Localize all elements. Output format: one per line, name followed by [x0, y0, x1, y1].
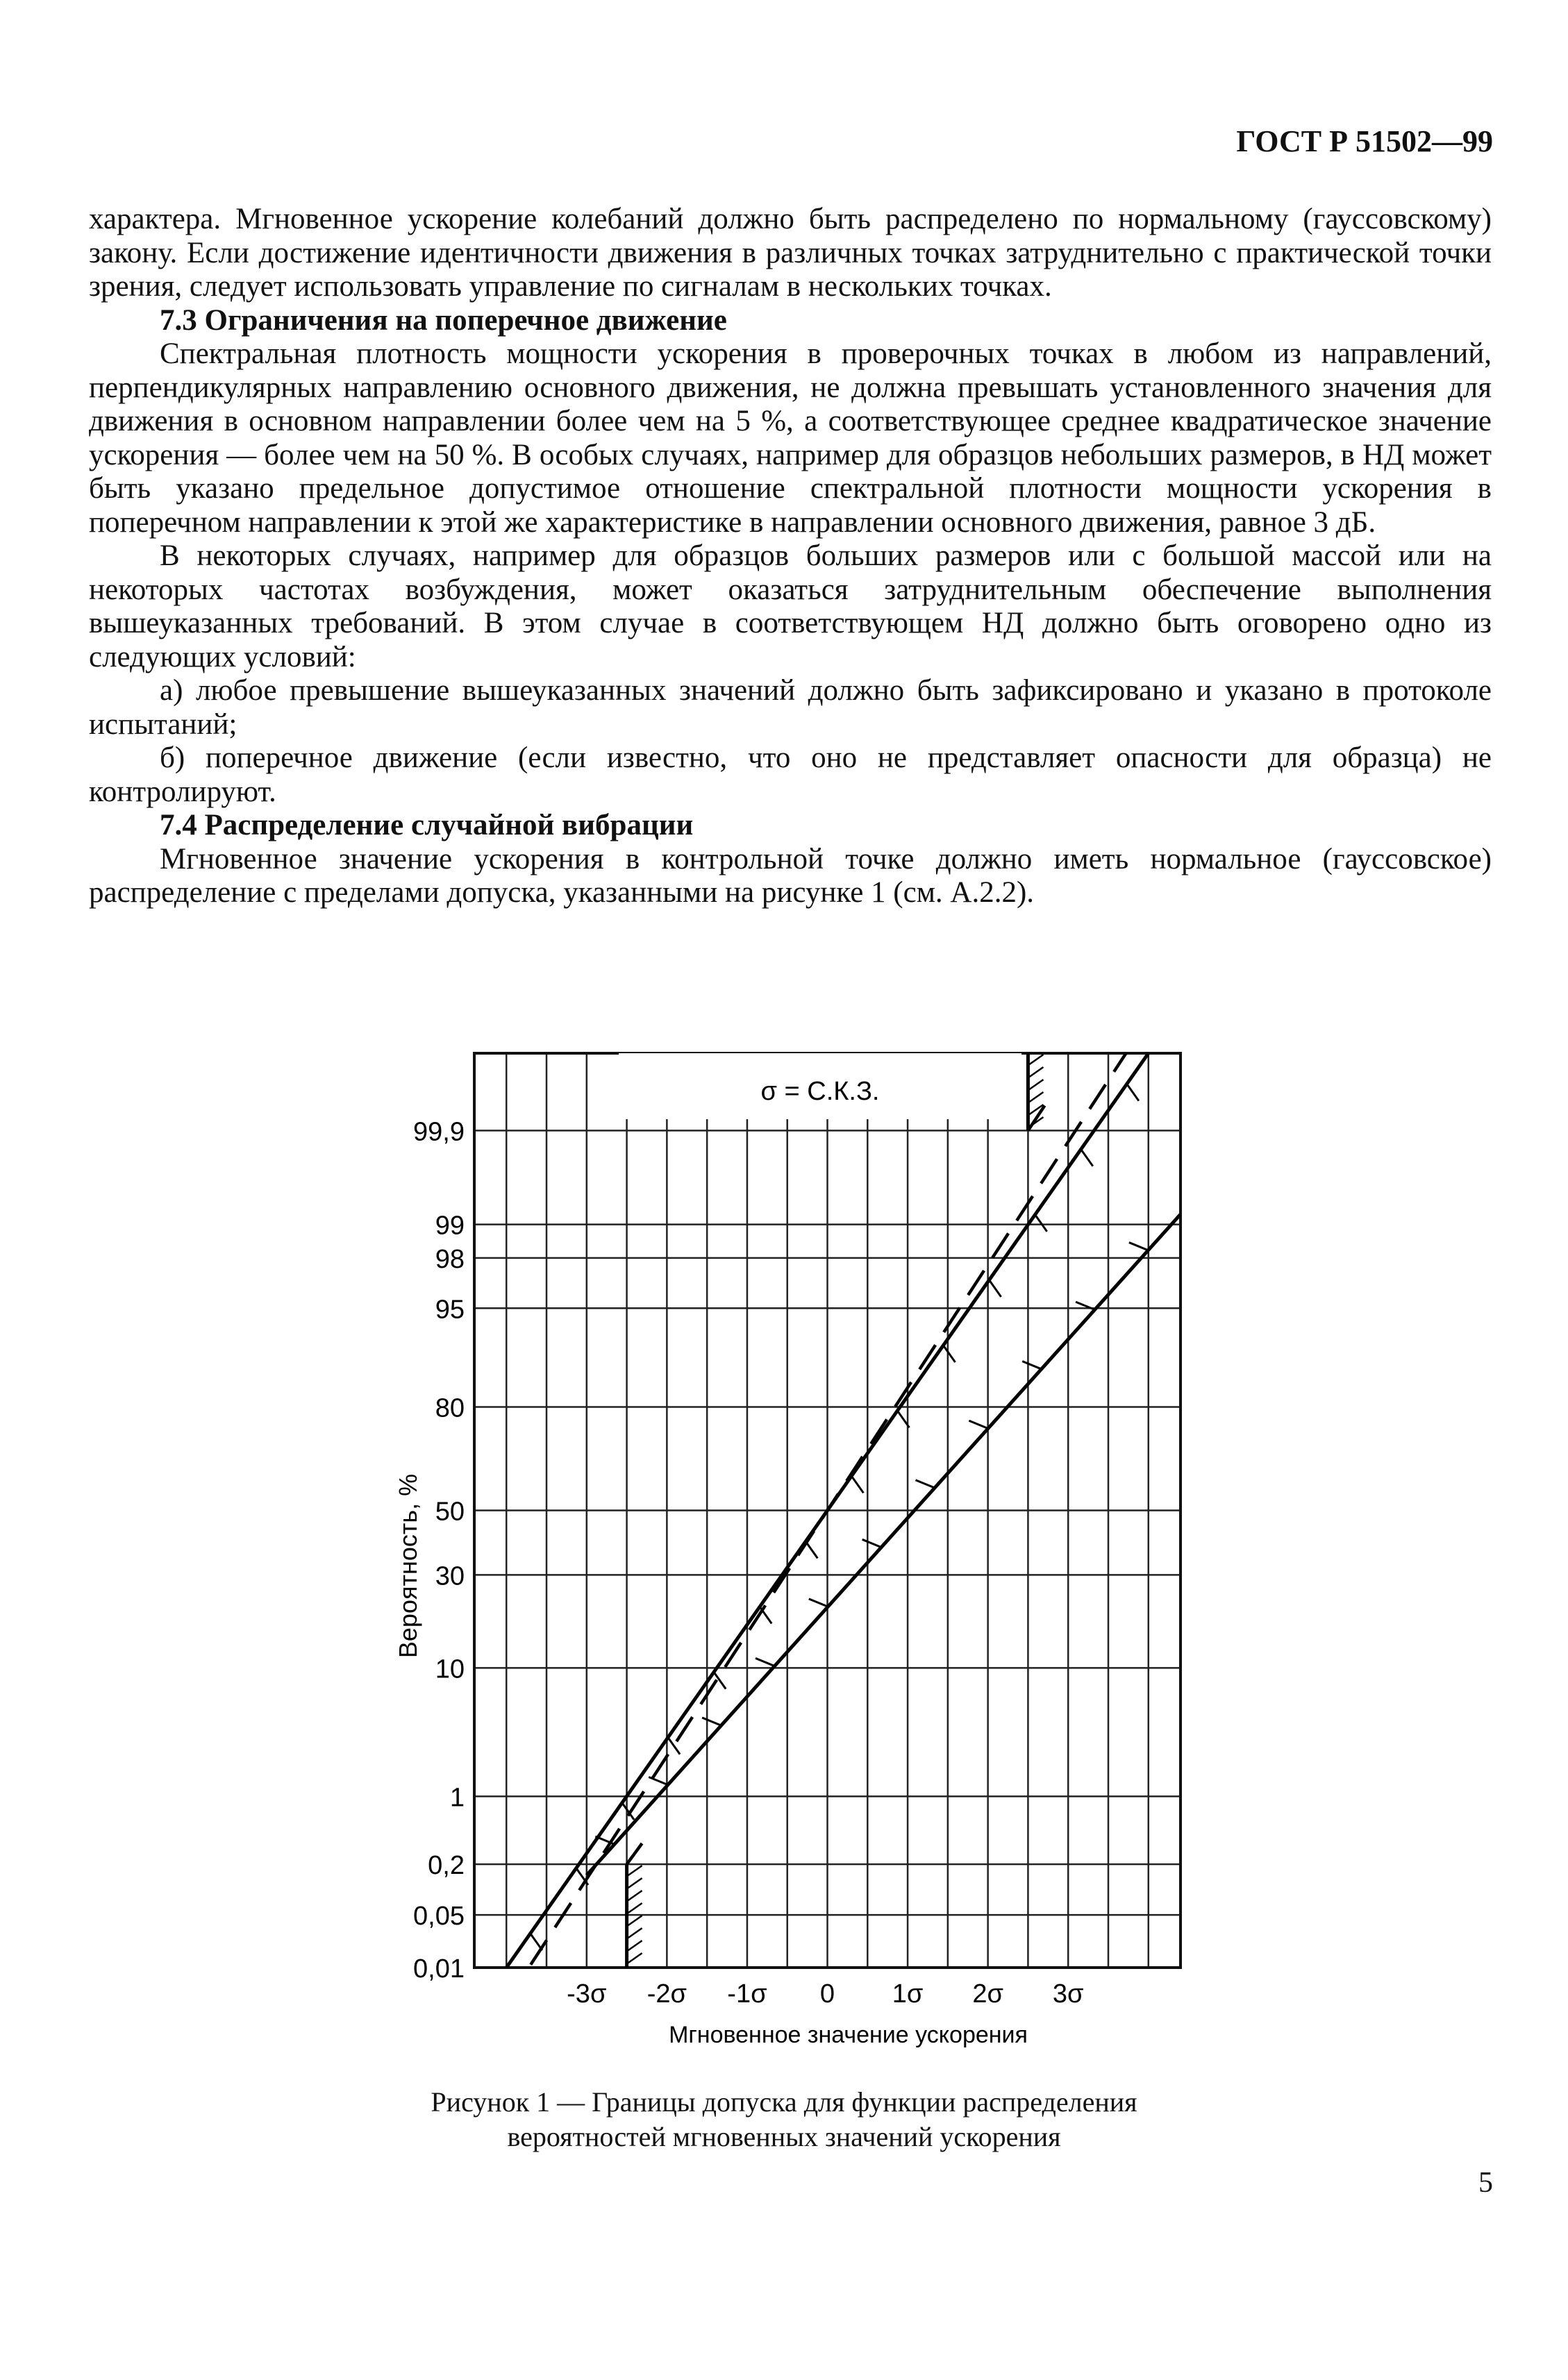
x-axis-title: Мгновенное значение ускорения: [669, 2022, 1028, 2048]
y-tick-label: 0,05: [413, 1902, 465, 1931]
y-tick-label: 80: [435, 1393, 465, 1423]
hatch-tick: [760, 1607, 772, 1623]
hatch-tick: [1127, 1084, 1139, 1100]
section-heading: 7.3 Ограничения на поперечное движение: [160, 303, 727, 337]
hatch-tick: [1081, 1149, 1093, 1166]
x-tick-label: -1σ: [727, 1979, 767, 2009]
y-tick-label: 98: [435, 1244, 465, 1274]
cutoff-hatch: [628, 1953, 642, 1963]
tolerance-limit-line-2: [587, 1214, 1181, 1875]
y-tick-label: 95: [435, 1295, 465, 1325]
y-axis-title: Вероятность, %: [394, 1473, 422, 1659]
cutoff-hatch: [628, 1903, 642, 1913]
hatch-tick: [989, 1280, 1001, 1297]
cutoff-hatch: [1029, 1055, 1043, 1064]
section-heading: 7.4 Распределение случайной вибрации: [160, 809, 694, 841]
y-tick-label: 10: [435, 1654, 465, 1684]
cutoff-hatch: [628, 1928, 642, 1938]
hatch-tick: [969, 1421, 988, 1428]
hatch-tick: [702, 1718, 722, 1725]
paragraph: а) любое превышение вышеуказанных значений должно быть зафиксировано и указано в протоколе испытаний;: [89, 674, 1492, 741]
paragraph: характера. Мгновенное ускорение колебаний должно быть распределено по нормальному (гауссовскому) закону. Если достижение идентичности движения в различных точках затруднительно с практической точки зрения, следует использовать управление по сигналам в нескольких точках.: [89, 203, 1492, 303]
hatch-tick: [1129, 1243, 1149, 1250]
cutoff-hatch: [628, 1941, 642, 1950]
caption-line-2: вероятностей мгновенных значений ускорения: [507, 2121, 1061, 2152]
y-tick-label: 30: [435, 1561, 465, 1591]
hatch-tick: [649, 1777, 668, 1785]
x-tick-label: 1σ: [892, 1979, 924, 2009]
x-tick-label: 2σ: [972, 1979, 1003, 2009]
hatch-tick: [862, 1539, 882, 1547]
page-number: 5: [1478, 2167, 1493, 2199]
hatch-tick: [1035, 1215, 1047, 1232]
hatch-tick: [1022, 1361, 1042, 1369]
x-tick-label: 0: [819, 1979, 835, 2009]
cutoff-hatch: [1029, 1067, 1043, 1077]
x-tick-label: -2σ: [647, 1979, 687, 2009]
hatch-tick: [915, 1480, 935, 1488]
x-tick-label: 3σ: [1052, 1979, 1084, 2009]
hatch-tick: [531, 1934, 542, 1950]
y-tick-label: 99,9: [413, 1117, 465, 1147]
chart-labels: [394, 1053, 1084, 2048]
hatch-tick: [756, 1658, 775, 1666]
x-tick-label: -3σ: [567, 1979, 607, 2009]
paragraph: В некоторых случаях, например для образцов больших размеров или с большой массой или на некоторых частотах возбуждения, может оказаться затруднительным обеспечение выполнения вышеуказанных требований. В этом случае в соответствующем НД должно быть оговорено одно из следующих условий:: [89, 539, 1492, 673]
paragraph: Мгновенное значение ускорения в контрольной точке должно иметь нормальное (гауссовское) распределение с пределами допуска, указанными на рисунке 1 (см. А.2.2).: [89, 842, 1492, 909]
sigma-annotation: σ = С.К.З.: [760, 1077, 880, 1106]
y-tick-label: 99: [435, 1211, 465, 1241]
document-code: ГОСТ Р 51502—99: [1236, 124, 1493, 158]
cutoff-hatch: [628, 1866, 642, 1875]
figure-caption: [0, 2085, 1568, 2154]
y-tick-label: 50: [435, 1497, 465, 1527]
hatch-tick: [851, 1476, 863, 1493]
cutoff-hatch: [628, 1878, 642, 1888]
y-tick-label: 1: [449, 1783, 465, 1813]
hatch-tick: [806, 1541, 817, 1558]
paragraph: б) поперечное движение (если известно, что оно не представляет опасности для образца) не контролируют.: [89, 741, 1492, 808]
hatch-tick: [809, 1599, 828, 1607]
cutoff-joint: [627, 1843, 642, 1864]
y-tick-label: 0,2: [428, 1851, 465, 1881]
y-tick-label: 0,01: [413, 1954, 465, 1984]
hatch-tick: [943, 1346, 955, 1362]
cutoff-hatch: [1029, 1092, 1043, 1102]
paragraph: Спектральная плотность мощности ускорения в проверочных точках в любом из направлений, перпендикулярных направлению основного движения, не должна превышать установленного значения для движения в основном направлении более чем на 5 %, а соответствующее среднее квадратическое значение ускорения — более чем на 50 %. В особых случаях, например для образцов небольших размеров, в НД может быть указано предельное допустимое отношение спектральной плотности мощности ускорения в поперечном направлении к этой же характеристике в направлении основного движения, равное 3 дБ.: [89, 337, 1492, 539]
cutoff-hatch: [628, 1891, 642, 1900]
cutoff-hatch: [1029, 1080, 1043, 1089]
cutoff-hatch: [628, 1916, 642, 1925]
caption-line-1: Рисунок 1 — Границы допуска для функции распределения: [431, 2086, 1137, 2118]
